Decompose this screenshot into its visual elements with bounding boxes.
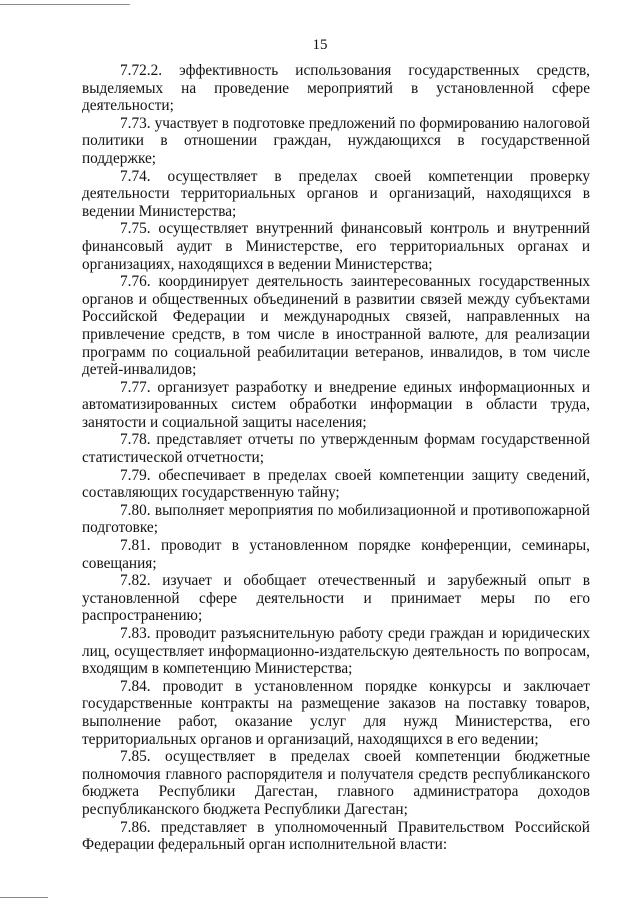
paragraph-7-82: 7.82. изучает и обобщает отечественный и зарубежный опыт в установленной сфере деятельности и принимает меры по его распространению;	[82, 572, 590, 625]
paragraph-7-76: 7.76. координирует деятельность заинтересованных государственных органов и общественных объединений в развитии связей между субъектами Российской Федерации и международных связей, направленных на привлечение средств, в том числе в иностранной валюте, для реализации программ по социальной реабилитации ветеранов, инвалидов, в том числе детей-инвалидов;	[82, 273, 590, 379]
paragraph-7-83: 7.83. проводит разъяснительную работу среди граждан и юридических лиц, осуществляет информационно-издательскую деятельность по вопросам, входящим в компетенцию Министерства;	[82, 625, 590, 678]
paragraph-7-72-2: 7.72.2. эффективность использования государственных средств, выделяемых на проведение мероприятий в установленной сфере деятельности;	[82, 62, 590, 115]
paragraph-7-73: 7.73. участвует в подготовке предложений по формированию налоговой политики в отношении граждан, нуждающихся в государственной поддержке;	[82, 114, 590, 167]
paragraph-7-74: 7.74. осуществляет в пределах своей компетенции проверку деятельности территориальных органов и организаций, находящихся в ведении Министерства;	[82, 167, 590, 220]
paragraph-7-86: 7.86. представляет в уполномоченный Правительством Российской Федерации федеральный орган исполнительной власти:	[82, 818, 590, 854]
paragraph-7-78: 7.78. представляет отчеты по утвержденным формам государственной статистической отчетности;	[82, 431, 590, 467]
paragraph-7-85: 7.85. осуществляет в пределах своей компетенции бюджетные полномочия главного распорядителя и получателя средств республиканского бюджета Республики Дагестан, главного администратора доходов республиканского бюджета Республики Дагестан;	[82, 748, 590, 818]
document-body	[82, 62, 590, 854]
paragraph-7-75: 7.75. осуществляет внутренний финансовый контроль и внутренний финансовый аудит в Министерстве, его территориальных органах и организациях, находящихся в ведении Министерства;	[82, 220, 590, 273]
paragraph-7-84: 7.84. проводит в установленном порядке конкурсы и заключает государственные контракты на размещение заказов на поставку товаров, выполнение работ, оказание услуг для нужд Министерства, его территориальных органов и организаций, находящихся в его ведении;	[82, 677, 590, 748]
paragraph-7-77: 7.77. организует разработку и внедрение единых информационных и автоматизированных систем обработки информации в области труда, занятости и социальной защиты населения;	[82, 378, 590, 431]
top-edge-line	[0, 4, 130, 5]
paragraph-7-81: 7.81. проводит в установленном порядке конференции, семинары, совещания;	[82, 537, 590, 572]
paragraph-7-79: 7.79. обеспечивает в пределах своей компетенции защиту сведений, составляющих государственную тайну;	[82, 466, 590, 502]
page-number: 15	[312, 37, 328, 53]
paragraph-7-80: 7.80. выполняет мероприятия по мобилизационной и противопожарной подготовке;	[82, 501, 590, 537]
bottom-edge-line	[0, 897, 48, 898]
